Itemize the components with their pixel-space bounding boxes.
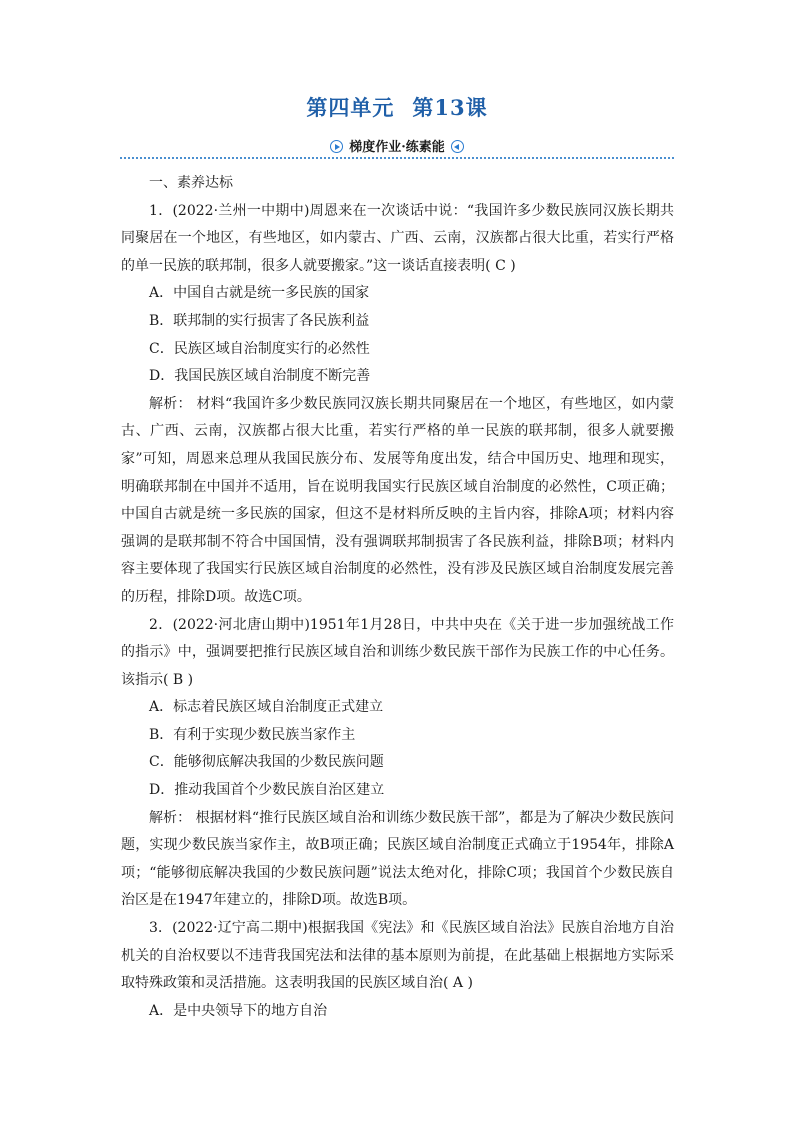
option-a: A．中国自古就是统一多民族的国家	[149, 285, 370, 302]
option-c: C．民族区域自治制度实行的必然性	[149, 340, 370, 357]
question-2	[121, 612, 674, 916]
page-title	[0, 92, 794, 122]
play-left-icon	[451, 140, 464, 153]
option-a: A．标志着民族区域自治制度正式建立	[149, 699, 384, 716]
lesson-title: 第13课	[412, 95, 488, 120]
question-3	[121, 915, 674, 1025]
unit-title: 第四单元	[306, 95, 395, 120]
question-analysis: 解析： 材料“我国许多少数民族同汉族长期共同聚居在一个地区，有些地区，如内蒙古、广西、云南，汉族都占很大比重，若实行严格的单一民族的联邦制，很多人就要搬家”可知，周恩来总理从我国民族分布、发展等角度出发，结合中国历史、地理和现实，明确联邦制在中国并不适用，旨在说明我国实行民族区域自治制度的必然性，C项正确；中国自古就是统一多民族的国家，但这不是材料所反映的主旨内容，排除A项；材料内容强调的是联邦制不符合中国国情，没有强调联邦制损害了各民族利益，排除B项；材料内容主要体现了我国实行民族区域自治制度的必然性，没有涉及民族区域自治制度发展完善的历程，排除D项。故选C项。	[121, 395, 674, 605]
play-right-icon	[330, 140, 343, 153]
document-body	[121, 170, 674, 1025]
question-analysis: 解析： 根据材料“推行民族区域自治和训练少数民族干部”，都是为了解决少数民族问题，实现少数民族当家作主，故B项正确；民族区域自治制度正式确立于1954年，排除A项；“能够彻底解决我国的少数民族问题”说法太绝对化，排除C项；我国首个少数民族自治区是在1947年建立的，排除D项。故选B项。	[121, 809, 674, 909]
option-c: C．能够彻底解决我国的少数民族问题	[149, 754, 384, 771]
question-1	[121, 198, 674, 612]
question-stem: 2．(2022·河北唐山期中)1951年1月28日，中共中央在《关于进一步加强统战工作的指示》中，强调要把推行民族区域自治和训练少数民族干部作为民族工作的中心任务。该指示( B )	[121, 616, 674, 688]
option-b: B．联邦制的实行损害了各民族利益	[149, 312, 370, 329]
option-d: D．我国民族区域自治制度不断完善	[149, 368, 371, 385]
section-heading: 一、素养达标	[149, 175, 233, 191]
question-stem: 3．(2022·辽宁高二期中)根据我国《宪法》和《民族区域自治法》民族自治地方自治机关的自治权要以不违背我国宪法和法律的基本原则为前提，在此基础上根据地方实际采取特殊政策和灵活措施。这表明我国的民族区域自治( A )	[121, 920, 674, 992]
banner-label: 梯度作业·练素能	[349, 140, 445, 155]
question-stem: 1．(2022·兰州一中期中)周恩来在一次谈话中说：“我国许多少数民族同汉族长期共同聚居在一个地区，有些地区，如内蒙古、广西、云南，汉族都占很大比重，若实行严格的单一民族的联邦制，很多人就要搬家。”这一谈话直接表明( C )	[121, 202, 674, 274]
option-b: B．有利于实现少数民族当家作主	[149, 726, 356, 743]
option-d: D．推动我国首个少数民族自治区建立	[149, 782, 385, 799]
dotted-divider	[120, 157, 674, 159]
option-a: A．是中央领导下的地方自治	[149, 1002, 328, 1019]
section-banner	[0, 136, 794, 160]
